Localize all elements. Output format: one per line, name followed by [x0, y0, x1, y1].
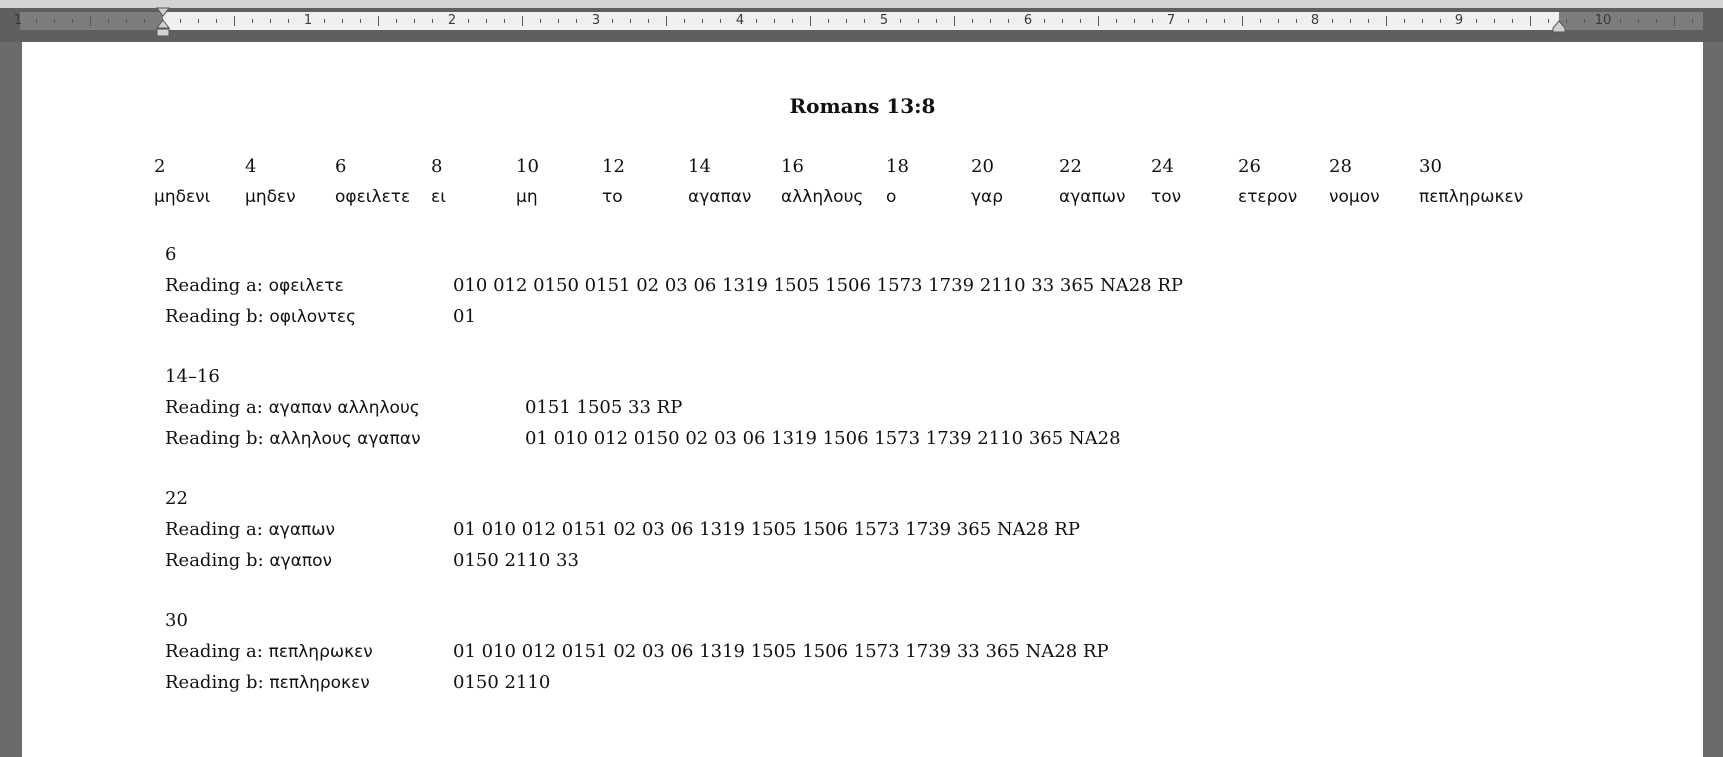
ruler-tick [558, 19, 559, 23]
ruler-tick [1206, 19, 1207, 23]
reading-label: Reading b: [165, 306, 270, 327]
word-column [688, 152, 751, 212]
ruler-tick [900, 19, 901, 23]
ruler-tick [396, 19, 397, 23]
ruler-tick [792, 19, 793, 23]
ruler-tick [612, 19, 613, 23]
word-number: 18 [886, 156, 909, 177]
word-column [886, 152, 909, 212]
word-column [154, 152, 210, 212]
ruler-tick [1332, 19, 1333, 23]
word-greek: νομον [1329, 187, 1380, 207]
variant-unit [165, 484, 1080, 576]
ruler-tick [1098, 16, 1099, 26]
ruler-tick [504, 19, 505, 23]
ruler-number: 1 [13, 13, 23, 28]
right-indent-marker[interactable] [1552, 20, 1566, 34]
reading-greek: αγαπων [268, 520, 336, 540]
ruler-tick [360, 19, 361, 23]
ruler-tick [1350, 19, 1351, 23]
ruler-tick [1008, 19, 1009, 23]
ruler-right-margin [1559, 12, 1703, 30]
ruler-tick [1242, 16, 1243, 26]
reading-greek: αλληλους αγαπαν [269, 429, 421, 449]
ruler-tick [270, 19, 271, 23]
first-line-indent-marker[interactable] [156, 6, 170, 40]
word-number: 20 [971, 156, 994, 177]
ruler-tick [648, 19, 649, 23]
ruler-tick [1260, 19, 1261, 23]
reading-witnesses: 01 010 012 0151 02 03 06 1319 1505 1506 1573 1739 33 365 NA28 RP [453, 641, 1109, 662]
reading-witnesses: 0151 1505 33 RP [525, 397, 683, 418]
reading-witnesses: 01 [453, 306, 476, 327]
word-greek: το [602, 187, 623, 207]
ruler-tick [1440, 19, 1441, 23]
reading-line [165, 667, 551, 698]
reading-line [165, 301, 476, 332]
word-greek: μηδεν [245, 187, 296, 207]
ruler-tick [756, 19, 757, 23]
word-greek: τον [1151, 187, 1182, 207]
document-page[interactable] [22, 42, 1703, 757]
ruler-tick [1530, 16, 1531, 26]
reading-line [165, 636, 1109, 667]
ruler-tick [630, 19, 631, 23]
word-number: 2 [154, 156, 166, 177]
word-greek: ο [886, 187, 897, 207]
ruler-tick [1386, 16, 1387, 26]
word-column [1151, 152, 1181, 212]
ruler-tick [180, 19, 181, 23]
word-column [971, 152, 1003, 212]
ruler-tick [1476, 19, 1477, 23]
ruler-number: 7 [1166, 13, 1176, 28]
ruler-tick [432, 19, 433, 23]
ruler-tick [72, 19, 73, 23]
ruler-tick [1062, 19, 1063, 23]
ruler-tick [1674, 16, 1675, 26]
ruler-tick [144, 19, 145, 23]
ruler-tick [1422, 19, 1423, 23]
ruler-tick [198, 19, 199, 23]
reading-line [165, 514, 1080, 545]
ruler-number: 3 [591, 13, 601, 28]
ruler-tick [1566, 19, 1567, 23]
word-column [781, 152, 863, 212]
reading-greek: αγαπον [269, 551, 332, 571]
reading-label: Reading a: [165, 397, 269, 418]
ruler-tick [1296, 19, 1297, 23]
ruler-number: 9 [1454, 13, 1464, 28]
ruler-tick [918, 19, 919, 23]
ruler-tick [1278, 19, 1279, 23]
word-greek: αλληλους [781, 187, 864, 207]
ruler-track[interactable] [20, 12, 1703, 30]
word-number: 12 [602, 156, 625, 177]
word-greek: πεπληρωκεν [1419, 187, 1524, 207]
reading-label: Reading b: [165, 428, 270, 449]
ruler-number: 1 [303, 13, 313, 28]
variant-ref: 22 [165, 488, 188, 509]
reading-label: Reading a: [165, 275, 269, 296]
ruler-tick [1368, 19, 1369, 23]
word-number: 10 [516, 156, 539, 177]
ruler-number: 5 [879, 13, 889, 28]
ruler-tick [1512, 19, 1513, 23]
word-greek: μη [516, 187, 538, 207]
word-column [1238, 152, 1297, 212]
reading-greek: αγαπαν αλληλους [268, 398, 420, 418]
ruler-tick [216, 19, 217, 23]
word-greek: αγαπων [1059, 187, 1126, 207]
ruler-tick [684, 19, 685, 23]
ruler-tick [702, 19, 703, 23]
ruler-tick [54, 19, 55, 23]
word-column [245, 152, 296, 212]
reading-line [165, 423, 1121, 454]
ruler-tick [1620, 19, 1621, 23]
word-greek: μηδενι [154, 187, 211, 207]
variant-unit [165, 362, 1121, 454]
ruler-tick [90, 16, 91, 26]
reading-witnesses: 0150 2110 [453, 672, 551, 693]
ruler-tick [1116, 19, 1117, 23]
word-column [335, 152, 410, 212]
ruler-tick [540, 19, 541, 23]
ruler-tick [288, 19, 289, 23]
reading-greek: οφιλοντες [269, 307, 357, 327]
ruler-number: 2 [447, 13, 457, 28]
ruler-tick [1404, 19, 1405, 23]
ruler-tick [522, 16, 523, 26]
reading-line [165, 545, 579, 576]
ruler-tick [1548, 19, 1549, 23]
ruler-tick [468, 19, 469, 23]
ruler-tick [666, 16, 667, 26]
reading-line [165, 392, 683, 423]
ruler-tick [234, 16, 235, 26]
ruler-tick [576, 19, 577, 23]
word-column [602, 152, 625, 212]
ruler-tick [936, 19, 937, 23]
ruler-tick [36, 19, 37, 23]
word-column [431, 152, 446, 212]
word-greek: γαρ [971, 187, 1004, 207]
reading-line [165, 270, 1184, 301]
ruler-tick [990, 19, 991, 23]
reading-label: Reading a: [165, 519, 269, 540]
document-title: Romans 13:8 [789, 94, 936, 118]
word-column [1329, 152, 1380, 212]
variant-unit [165, 240, 1184, 332]
word-number: 6 [335, 156, 347, 177]
reading-witnesses: 0150 2110 33 [453, 550, 579, 571]
word-number: 16 [781, 156, 804, 177]
reading-label: Reading b: [165, 550, 270, 571]
ruler-tick [1494, 19, 1495, 23]
ruler-tick [1080, 19, 1081, 23]
word-column [516, 152, 539, 212]
ruler-tick [1152, 19, 1153, 23]
variant-ref: 14–16 [165, 366, 220, 387]
ruler-tick [378, 16, 379, 26]
ruler-tick [1638, 19, 1639, 23]
reading-witnesses: 010 012 0150 0151 02 03 06 1319 1505 1506 1573 1739 2110 33 365 NA28 RP [453, 275, 1184, 296]
ruler-tick [1224, 19, 1225, 23]
word-greek: οφειλετε [335, 187, 411, 207]
ruler-tick [324, 19, 325, 23]
word-greek: ετερον [1238, 187, 1298, 207]
variant-unit [165, 606, 1109, 698]
window-top-strip [0, 0, 1723, 8]
ruler-tick [486, 19, 487, 23]
ruler-tick [1584, 19, 1585, 23]
reading-label: Reading a: [165, 641, 269, 662]
word-number: 30 [1419, 156, 1442, 177]
reading-greek: οφειλετε [268, 276, 344, 296]
ruler-tick [864, 19, 865, 23]
ruler-tick [126, 19, 127, 23]
word-greek: αγαπαν [688, 187, 752, 207]
ruler-tick [810, 16, 811, 26]
ruler-tick [1656, 19, 1657, 23]
ruler-tick [342, 19, 343, 23]
reading-witnesses: 01 010 012 0151 02 03 06 1319 1505 1506 1573 1739 365 NA28 RP [453, 519, 1080, 540]
ruler-number: 8 [1310, 13, 1320, 28]
reading-greek: πεπληροκεν [269, 673, 370, 693]
word-number: 14 [688, 156, 711, 177]
ruler-tick [108, 19, 109, 23]
word-greek: ει [431, 187, 446, 207]
ruler-tick [954, 16, 955, 26]
word-column [1059, 152, 1125, 212]
ruler-number: 10 [1594, 13, 1612, 28]
ruler-number: 4 [735, 13, 745, 28]
word-column [1419, 152, 1523, 212]
ruler-left-margin [20, 12, 163, 30]
variant-ref: 30 [165, 610, 188, 631]
ruler-number: 6 [1023, 13, 1033, 28]
ruler-tick [414, 19, 415, 23]
reading-label: Reading b: [165, 672, 270, 693]
variant-ref: 6 [165, 244, 177, 265]
word-number: 8 [431, 156, 443, 177]
ruler-tick [252, 19, 253, 23]
word-number: 28 [1329, 156, 1352, 177]
ruler-tick [720, 19, 721, 23]
ruler-tick [774, 19, 775, 23]
word-number: 26 [1238, 156, 1261, 177]
word-number: 22 [1059, 156, 1082, 177]
word-number: 24 [1151, 156, 1174, 177]
reading-greek: πεπληρωκεν [268, 642, 373, 662]
word-number: 4 [245, 156, 257, 177]
ruler-tick [846, 19, 847, 23]
ruler-tick [1188, 19, 1189, 23]
ruler-tick [1134, 19, 1135, 23]
ruler-tick [1044, 19, 1045, 23]
reading-witnesses: 01 010 012 0150 02 03 06 1319 1506 1573 1739 2110 365 NA28 [525, 428, 1121, 449]
ruler-tick [1692, 19, 1693, 23]
ruler-tick [972, 19, 973, 23]
ruler-tick [828, 19, 829, 23]
